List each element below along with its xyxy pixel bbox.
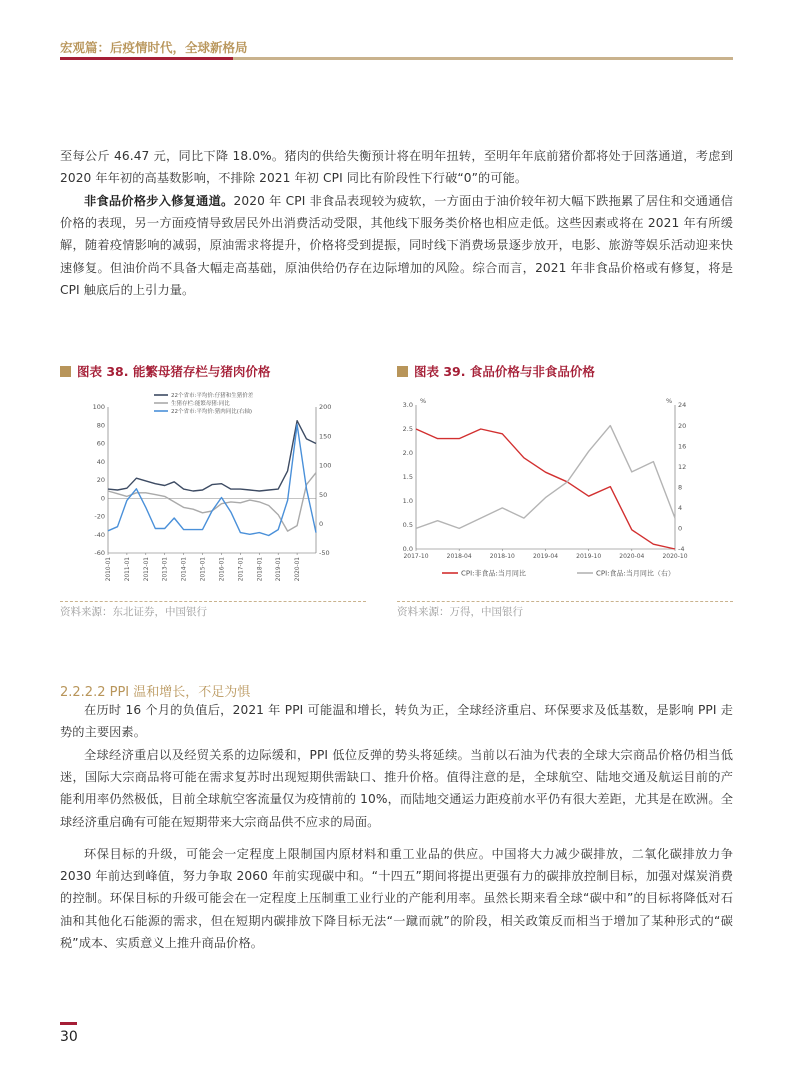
left-tick-label: 0 xyxy=(100,494,105,503)
figure-39-title xyxy=(397,362,595,380)
x-tick-label: 2017-10 xyxy=(403,553,429,560)
figure-38-title-text: 图表 38. 能繁母猪存栏与猪肉价格 xyxy=(77,364,271,379)
right-tick-label: 50 xyxy=(319,490,328,499)
left-tick-label: 100 xyxy=(92,403,105,412)
x-tick-label: 2018-10 xyxy=(489,553,515,560)
right-tick-label: 24 xyxy=(678,401,687,410)
right-tick-label: 8 xyxy=(678,483,683,492)
section-title: 2.2.2.2 PPI 温和增长，不足为惧 xyxy=(60,685,251,700)
left-tick-label: 2.5 xyxy=(402,425,413,434)
left-tick-label: 20 xyxy=(96,476,105,485)
right-axis-unit: % xyxy=(666,397,673,405)
right-tick-label: 150 xyxy=(319,432,332,441)
left-tick-label: -40 xyxy=(94,530,105,539)
series-line xyxy=(108,473,316,531)
x-tick-label: 2019-10 xyxy=(576,553,602,560)
figure-38-rule xyxy=(60,601,366,602)
paragraph-1: 至每公斤 46.47 元，同比下降 18.0%。猪肉的供给失衡预计将在明年扭转，至明年年底前猪价都将处于回落通道，考虑到 2020 年年初的高基数影响，不排除 2021 年初 CPI 同比有阶段性下行破“0”的可能。 xyxy=(60,149,733,186)
right-tick-label: 12 xyxy=(678,462,687,471)
series-line xyxy=(416,426,675,529)
page-number-mark xyxy=(60,1022,77,1025)
figure-39-title-text: 图表 39. 食品价格与非食品价格 xyxy=(414,364,595,379)
paragraph-2 xyxy=(60,190,733,301)
paragraph-5: 环保目标的升级，可能会一定程度上限制国内原材料和重工业品的供应。中国将大力减少碳排放，二氧化碳排放力争 2030 年前达到峰值，努力争取 2060 年前实现碳中和。“十四五”期间将提出更强有力的碳排放控制目标，加强对煤炭消费的控制。环保目标的升级可能会在一定程度上压制重工业行业的产能利用率。虽然长期来看全球“碳中和”的目标将降低对石油和其他化石能源的需求，但在短期内碳排放下降目标无法“一蹴而就”的阶段，相关政策反而相当于增加了某种形式的“碳税”成本、实质意义上推升商品价格。 xyxy=(60,847,733,950)
left-axis-unit: % xyxy=(420,397,427,405)
x-tick-label: 2018-04 xyxy=(446,553,472,560)
figure-marker-icon xyxy=(60,366,71,377)
left-tick-label: 3.0 xyxy=(402,401,413,410)
right-tick-label: -50 xyxy=(319,549,330,558)
legend-label: 22个省市:平均价:猪肉同比(右轴) xyxy=(171,409,252,415)
figure-38-chart xyxy=(62,385,362,595)
header-rule-secondary xyxy=(233,57,733,60)
x-tick-label: 2012-01 xyxy=(143,557,150,582)
left-tick-label: 60 xyxy=(96,439,105,448)
figure-38-source: 资料来源：东北证券，中国银行 xyxy=(60,606,207,618)
legend-label: 22个省市:平均价:仔猪和生猪价差 xyxy=(171,393,254,399)
x-tick-label: 2016-01 xyxy=(219,557,226,582)
x-tick-label: 2014-01 xyxy=(181,557,188,582)
legend-label: CPI:食品:当月同比（右） xyxy=(596,569,675,578)
left-tick-label: 0.5 xyxy=(402,521,413,530)
series-line xyxy=(108,425,316,536)
paragraph-2-lead: 非食品价格步入修复通道。 xyxy=(84,194,234,208)
paragraph-4: 全球经济重启以及经贸关系的边际缓和，PPI 低位反弹的势头将延续。当前以石油为代表的全球大宗商品价格仍相当低迷，国际大宗商品将可能在需求复苏时出现短期供需缺口、推升价格。值得注意的是，全球航空、陆地交通及航运目前的产能利用率仍然极低，目前全球航空客流量仅为疫情前的 10%，而陆地交通运力距疫前水平仍有很大差距，尤其是在欧洲。全球经济重启确有可能在短期带来大宗商品供不应求的局面。 xyxy=(60,748,733,829)
right-tick-label: 100 xyxy=(319,461,332,470)
left-tick-label: 0.0 xyxy=(402,545,413,554)
right-tick-label: 16 xyxy=(678,442,687,451)
figure-39-chart xyxy=(397,393,702,588)
legend-label: 生猪存栏:能繁母猪:同比 xyxy=(171,401,230,407)
left-tick-label: -60 xyxy=(94,549,105,558)
x-tick-label: 2017-01 xyxy=(238,557,245,582)
figure-39-rule xyxy=(397,601,733,602)
legend-label: CPI:非食品:当月同比 xyxy=(461,569,526,578)
left-tick-label: -20 xyxy=(94,512,105,521)
right-tick-label: 0 xyxy=(678,524,683,533)
x-tick-label: 2013-01 xyxy=(162,557,169,582)
left-tick-label: 2.0 xyxy=(402,449,413,458)
series-line xyxy=(108,421,316,491)
left-tick-label: 80 xyxy=(96,421,105,430)
left-tick-label: 1.5 xyxy=(402,473,413,482)
x-tick-label: 2018-01 xyxy=(257,557,264,582)
x-tick-label: 2015-01 xyxy=(200,557,207,582)
header-title: 宏观篇：后疫情时代，全球新格局 xyxy=(60,40,248,55)
left-tick-label: 40 xyxy=(96,457,105,466)
left-tick-label: 1.0 xyxy=(402,497,413,506)
x-tick-label: 2020-01 xyxy=(295,557,302,582)
right-tick-label: 20 xyxy=(678,421,687,430)
header-rule xyxy=(60,57,233,60)
x-tick-label: 2020-10 xyxy=(662,553,688,560)
figure-marker-icon xyxy=(397,366,408,377)
series-line xyxy=(416,429,675,549)
x-tick-label: 2020-04 xyxy=(619,553,645,560)
paragraph-2-body: 2020 年 CPI 非食品表现较为疲软，一方面由于油价较年初大幅下跌拖累了居住和交通通信价格的表现，另一方面疫情导致居民外出消费活动受限，其他线下服务类价格也相应走低。这些因素或将在 2021 年有所缓解，随着疫情影响的减弱，原油需求将提升，价格将受到提振，同时线下消费场景逐步放开，电影、旅游等娱乐活动迎来快速修复。但油价尚不具备大幅走高基础，原油供给仍存在边际增加的风险。综合而言，2021 年非食品价格或有修复，将是 CPI 触底后的上引力量。 xyxy=(60,194,734,297)
right-tick-label: 0 xyxy=(319,520,324,528)
paragraph-3: 在历时 16 个月的负值后，2021 年 PPI 可能温和增长，转负为正，全球经济重启、环保要求及低基数，是影响 PPI 走势的主要因素。 xyxy=(60,703,733,740)
x-tick-label: 2019-01 xyxy=(276,557,283,582)
right-tick-label: -4 xyxy=(678,545,685,554)
x-tick-label: 2011-01 xyxy=(124,557,131,582)
figure-39-source: 资料来源：万得，中国银行 xyxy=(397,606,523,618)
right-tick-label: 200 xyxy=(319,403,332,412)
page-number: 30 xyxy=(60,1029,78,1045)
x-tick-label: 2019-04 xyxy=(532,553,559,560)
figure-38-title xyxy=(60,362,270,380)
x-tick-label: 2010-01 xyxy=(106,557,112,582)
right-tick-label: 4 xyxy=(678,504,683,513)
